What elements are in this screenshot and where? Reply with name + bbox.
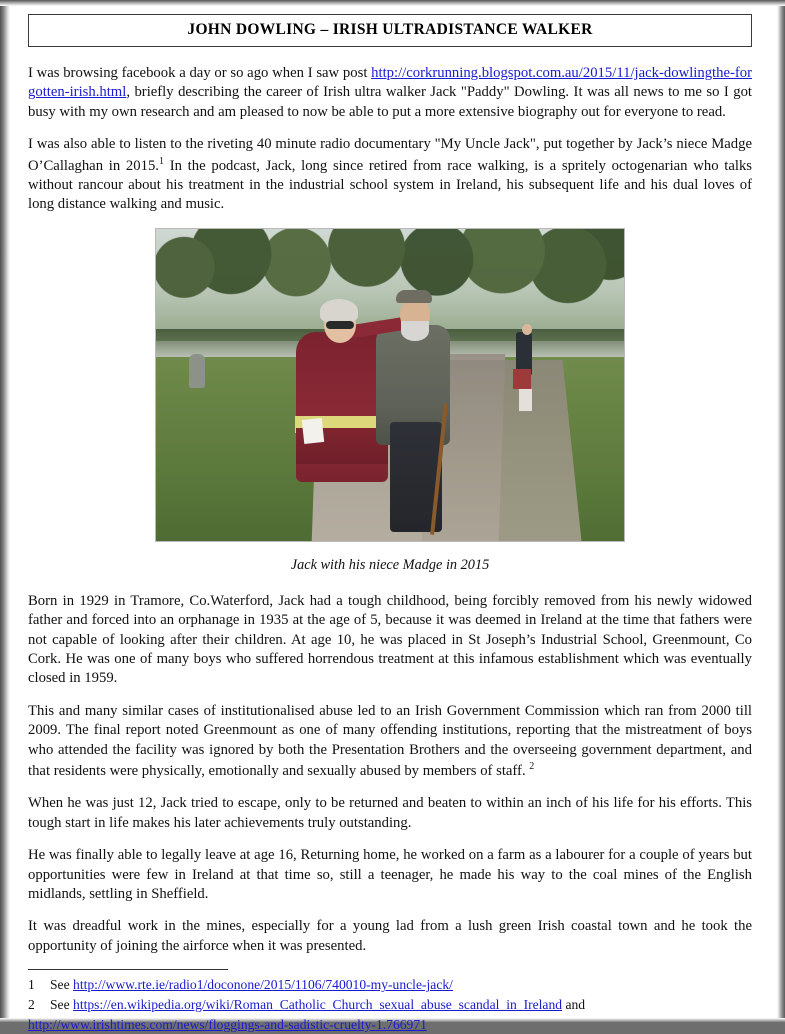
photo-stone-marker (189, 354, 205, 388)
paragraph-2 (28, 135, 752, 215)
footnote-link-wikipedia[interactable]: https://en.wikipedia.org/wiki/Roman_Catholic_Church_sexual_abuse_scandal_in_Ireland (73, 996, 563, 1012)
photo-piper-kilt (513, 369, 531, 389)
footnote-marker-1[interactable]: 1 (158, 155, 164, 167)
photo-man-cap (396, 290, 432, 303)
page-title: JOHN DOWLING – IRISH ULTRADISTANCE WALKER (187, 21, 593, 38)
footnote-number-2: 2 (28, 996, 35, 1012)
photo-woman-paper (302, 418, 324, 444)
footnote-link-irishtimes[interactable]: http://www.irishtimes.com/news/floggings-and-sadistic-cruelty-1.766971 (28, 1016, 427, 1032)
photo-jack-and-madge (155, 228, 625, 542)
paragraph-7: It was dreadful work in the mines, especially for a young lad from a lush green Irish coastal town and he took the opportunity of joining the airforce when it was presented. (28, 918, 752, 954)
footnote-separator (28, 969, 228, 970)
footnote-number-1: 1 (28, 977, 35, 993)
footnote-see-label-1: See (50, 977, 74, 993)
photo-caption: Jack with his niece Madge in 2015 (290, 556, 490, 573)
footnote-list (28, 976, 752, 1034)
paragraph-4 (28, 702, 752, 782)
footnote-text-2 (50, 996, 752, 1015)
paragraph-4-text: This and many similar cases of institutionalised abuse led to an Irish Government Commission which ran from 2000 till 2009. The final report noted Greenmount as one of many offending institutions, reporting that the mistreatment of boys who attended the facility was ignored by both the Presentation Brothers and the overseeing government department, and that residents were physically, emotionally and sexually abused by members of staff. (28, 702, 752, 779)
photo-woman-hair (320, 299, 358, 323)
paragraph-6: He was finally able to legally leave at age 16, Returning home, he worked on a farm as a labourer for a couple of years but opportunities were few in Ireland at that time so, still a teenager, he made his way to the coal mines of the English midlands, settling in Sheffield. (28, 847, 752, 902)
paragraph-1-text-before-link: I was browsing facebook a day or so ago when I saw post (28, 65, 372, 81)
photo-woman-sunglasses (326, 321, 354, 329)
footnote-tail-2: and (562, 996, 586, 1012)
corkrunning-blog-link[interactable]: http://corkrunning.blogspot.com.au/2015/11/jack-dowlingthe-forgotten-irish.html (28, 65, 752, 101)
document-content (28, 14, 752, 1034)
scan-edge-right (777, 0, 785, 1023)
photo-piper-head (522, 324, 532, 335)
footnote-continuation (28, 1016, 752, 1034)
footnote-item-2 (28, 996, 752, 1015)
footnote-marker-2[interactable]: 2 (529, 760, 535, 772)
paragraph-1-text-after-link: , briefly describing the career of Irish ultra walker Jack "Paddy" Dowling. It was all news to me so I got busy with my own research and am pleased to now be able to put a more extensive biography out for everyone to read. (28, 84, 752, 120)
photo-piper-legs (519, 389, 532, 411)
footnote-text-1 (50, 976, 752, 995)
document-title-box (28, 14, 752, 47)
footnote-link-rte[interactable]: http://www.rte.ie/radio1/doconone/2015/1106/740010-my-uncle-jack/ (73, 977, 453, 993)
scan-edge-top (0, 0, 785, 6)
paragraph-2-text-a: I was also able to listen to the riveting 40 minute radio documentary "My Uncle Jack", put together by Jack’s niece Madge O’Callaghan in 2015. (28, 136, 752, 174)
paragraph-3: Born in 1929 in Tramore, Co.Waterford, Jack had a tough childhood, being forcibly removed from his newly widowed father and forced into an orphanage in 1935 at the age of 5, because it was deemed in Ireland at the time that fathers were not capable of looking after their children. At age 10, he was placed in St Joseph’s Industrial School, Greenmount, Co Cork. He was one of many boys who suffered horrendous treatment at this infamous establishment which was eventually closed in 1959. (28, 592, 752, 687)
footnote-item-1 (28, 976, 752, 995)
paragraph-5: When he was just 12, Jack tried to escape, only to be returned and beaten to within an inch of his life for his efforts. This tough start in life makes his later achievements truly outstanding. (28, 795, 752, 831)
photo-man-beard (401, 321, 429, 341)
scan-edge-left (0, 0, 10, 1023)
photo-block (28, 228, 752, 547)
paragraph-2-text-b: In the podcast, Jack, long since retired from race walking, is a spritely octogenarian who talks without rancour about his treatment in the industrial school system in Ireland, his subsequent life and his dual loves of long distance walking and music. (28, 157, 753, 213)
paragraph-1 (28, 64, 752, 122)
footnote-see-label-2: See (50, 996, 74, 1012)
